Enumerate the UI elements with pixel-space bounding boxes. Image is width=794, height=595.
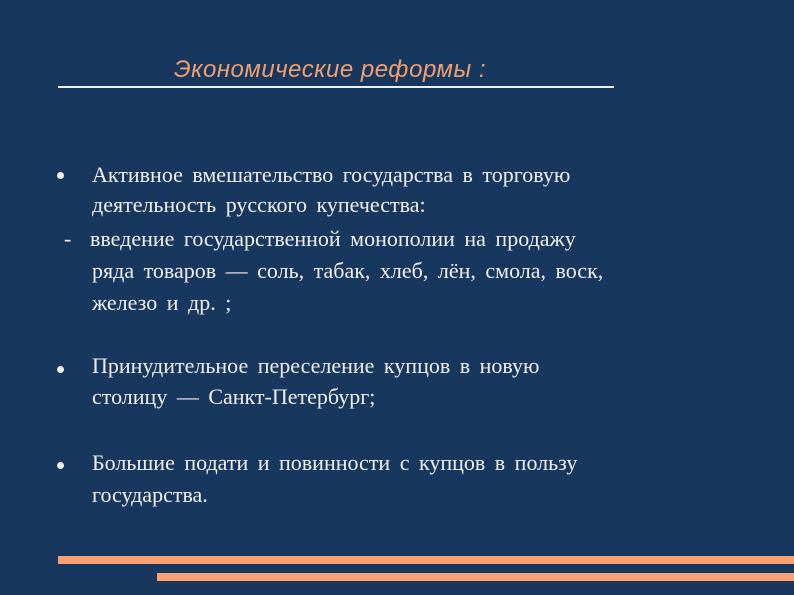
text-line: государства. <box>92 482 208 507</box>
text-line: ряда товаров — соль, табак, хлеб, лён, смола, воск, <box>92 258 604 283</box>
text-line: столицу — Санкт-Петербург; <box>92 384 376 409</box>
bullet-dot <box>57 172 64 179</box>
slide-title: Экономические реформы : <box>174 56 487 83</box>
dash-marker: - <box>64 226 72 251</box>
text-line: Активное вмешательство государства в торговую <box>92 162 571 187</box>
text-line: Принудительное переселение купцов в новую <box>92 353 540 378</box>
text-line: Большие подати и повинности с купцов в пользу <box>92 450 578 475</box>
text-line: введение государственной монополии на продажу <box>90 226 576 251</box>
accent-bar-bottom <box>157 573 794 581</box>
bullet-dot <box>57 462 64 469</box>
text-line: деятельность русского купечества: <box>92 192 426 217</box>
accent-bar-top <box>58 556 794 564</box>
bullet-dot <box>57 366 64 373</box>
text-line: железо и др. ; <box>92 290 232 315</box>
